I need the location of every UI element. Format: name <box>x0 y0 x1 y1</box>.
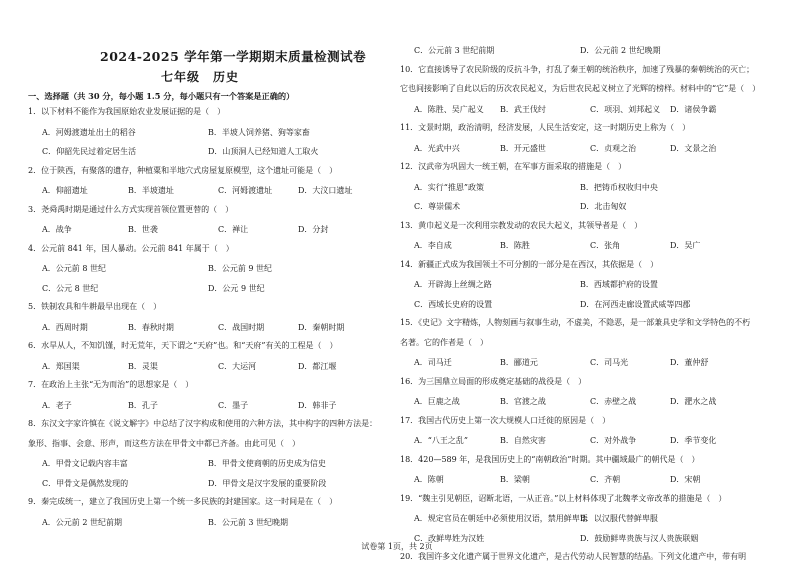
question-4-option-C[interactable]: C．公元 8 世纪 <box>42 283 99 293</box>
question-1-option-B[interactable]: B．半坡人饲养猪、狗等家畜 <box>208 127 310 137</box>
question-8-option-B[interactable]: B．甲骨文使商朝的历史成为信史 <box>208 459 326 468</box>
question-6-option-D[interactable]: D．都江堰 <box>298 361 337 371</box>
question-6-option-A[interactable]: A．郑国渠 <box>42 361 80 371</box>
question-5-option-C[interactable]: C．战国时期 <box>218 322 265 332</box>
question-6-text: 6．水旱从人，不知饥馑，时无荒年，天下谓之“天府”也。和“天府”有关的工程是（ ） <box>28 341 338 350</box>
question-5-option-A[interactable]: A．西周时期 <box>42 322 88 332</box>
question-11-option-C[interactable]: C．贞观之治 <box>590 143 637 153</box>
question-2-option-D[interactable]: D．大汶口遗址 <box>298 186 353 195</box>
question-19-option-D[interactable]: D．鼓励鲜卑贵族与汉人贵族联姻 <box>580 533 699 543</box>
question-19-option-B[interactable]: B．以汉服代替鲜卑服 <box>580 514 658 523</box>
question-2-option-C[interactable]: C．河姆渡遗址 <box>218 186 273 195</box>
question-4-option-B[interactable]: B．公元前 9 世纪 <box>208 264 273 273</box>
question-8-option-C[interactable]: C．甲骨文是偶然发现的 <box>42 478 129 488</box>
question-19-option-A[interactable]: A．规定官员在朝廷中必须使用汉语，禁用鲜卑语 <box>414 514 588 523</box>
question-3-text: 3．尧舜禹时期是通过什么方式实现首领位置更替的（ ） <box>28 204 234 214</box>
question-10-option-D[interactable]: D．诸侯争霸 <box>670 104 717 114</box>
question-16-option-B[interactable]: B．官渡之战 <box>500 397 546 406</box>
question-11-option-A[interactable]: A．光武中兴 <box>414 143 460 153</box>
question-14-option-A[interactable]: A．开辟海上丝绸之路 <box>414 280 492 289</box>
question-1-option-C[interactable]: C．仰韶先民过着定居生活 <box>42 147 137 156</box>
question-18-option-B[interactable]: B．梁朝 <box>500 475 530 484</box>
question-18-text: 18．420—589 年，是我国历史上的“南朝政治”时期。其中疆域最广的朝代是（ ） <box>400 454 700 464</box>
question-16-option-A[interactable]: A．巨鹿之战 <box>414 397 460 406</box>
question-8-option-A[interactable]: A．甲骨文记载内容丰富 <box>42 459 128 468</box>
question-13-option-B[interactable]: B．陈胜 <box>500 241 530 250</box>
page-footer: 试卷第 1页，共 2页 <box>361 542 433 551</box>
question-7-option-A[interactable]: A．老子 <box>42 400 72 410</box>
question-10-option-A[interactable]: A．陈胜、吴广起义 <box>414 104 484 114</box>
question-13-option-C[interactable]: C．张角 <box>590 241 621 250</box>
question-11-option-D[interactable]: D．文景之治 <box>670 143 717 153</box>
question-6-option-B[interactable]: B．灵渠 <box>128 361 158 371</box>
question-9b-option-A[interactable]: C．公元前 3 世纪前期 <box>414 46 495 55</box>
question-19-text: 19．“魏主引见朝臣，诏断北语，一从正音。”以上材料体现了北魏孝文帝改革的措施是（ ） <box>400 493 727 503</box>
question-10-text: 10．它直接诱导了农民阶级的反抗斗争，打乱了秦王朝的统治秩序，加速了残暴的秦朝统治的灭亡； <box>400 64 755 74</box>
question-3-option-D[interactable]: D．分封 <box>298 225 329 234</box>
question-3-option-A[interactable]: A．战争 <box>42 225 72 234</box>
question-14-text: 14．新疆正式成为我国领土不可分割的一部分是在西汉，其依据是（ ） <box>400 259 659 269</box>
question-20-text: 20．我国许多文化遗产属于世界文化遗产，是古代劳动人民智慧的结晶。下列文化遗产中，带有明 <box>400 552 747 561</box>
question-8-text: 8．东汉文字家许慎在《说文解字》中总结了汉字构成和使用的六种方法，其中构字的四种方法是： <box>28 419 378 428</box>
question-12-option-A[interactable]: A．实行“推恩”政策 <box>414 182 484 192</box>
question-17-option-C[interactable]: C．对外战争 <box>590 436 637 445</box>
question-9-option-B[interactable]: B．公元前 3 世纪晚期 <box>208 517 289 527</box>
question-14-option-B[interactable]: B．西域都护府的设置 <box>580 280 658 289</box>
question-9b-option-B[interactable]: D．公元前 2 世纪晚期 <box>580 46 661 55</box>
question-18-option-A[interactable]: A．陈朝 <box>414 475 444 484</box>
section-heading: 一、选择题（共 30 分，每小题 1.5 分，每小题只有一个答案是正确的） <box>28 91 295 101</box>
grade-label: 七年级 <box>161 70 201 84</box>
question-18-option-C[interactable]: C．齐朝 <box>590 475 621 484</box>
question-12-option-D[interactable]: D．北击匈奴 <box>580 202 627 211</box>
question-17-text: 17．我国古代历史上第一次大规模人口迁徙的原因是（ ） <box>400 415 611 425</box>
question-15-text: 15．《史记》文字精炼，人物刻画与叙事生动，不虚美，不隐恶，是一部兼具史学和文学特色的不朽 <box>400 318 751 327</box>
exam-title: 2024-2025 学年第一学期期末质量检测试卷 <box>100 49 367 64</box>
question-3-option-C[interactable]: C．禅让 <box>218 225 249 234</box>
question-5-text: 5．铁制农具和牛耕最早出现在（ ） <box>28 302 162 311</box>
question-11-option-B[interactable]: B．开元盛世 <box>500 143 546 153</box>
question-6-option-C[interactable]: C．大运河 <box>218 361 257 371</box>
question-1-option-A[interactable]: A．河姆渡遗址出土的稻谷 <box>42 127 136 137</box>
question-4-option-A[interactable]: A．公元前 8 世纪 <box>42 264 106 273</box>
grade-subject <box>161 72 239 82</box>
question-11-text: 11．文景时期，政治清明，经济发展，人民生活安定，这一时期历史上称为（ ） <box>400 123 691 132</box>
question-3-option-B[interactable]: B．世袭 <box>128 225 158 234</box>
question-4-text: 4．公元前 841 年，国人暴动。公元前 841 年属于（ ） <box>28 243 234 253</box>
question-13-option-A[interactable]: A．李自成 <box>414 241 452 250</box>
question-15-option-D[interactable]: D．董仲舒 <box>670 358 709 367</box>
question-16-option-D[interactable]: D．淝水之战 <box>670 397 717 406</box>
question-15-option-B[interactable]: B．郦道元 <box>500 358 538 367</box>
question-15-option-C[interactable]: C．司马光 <box>590 358 629 367</box>
question-18-option-D[interactable]: D．宋朝 <box>670 475 701 484</box>
question-2-option-A[interactable]: A．仰韶遗址 <box>42 186 88 195</box>
question-15-option-A[interactable]: A．司马迁 <box>414 358 452 367</box>
question-8-text-line2: 象形、指事、会意、形声，而这些方法在甲骨文中都已齐备。由此可见（ ） <box>28 438 300 448</box>
question-16-text: 16．为三国鼎立局面的形成奠定基础的战役是（ ） <box>400 376 587 386</box>
question-7-option-C[interactable]: C．墨子 <box>218 400 249 410</box>
question-10-option-C[interactable]: C．项羽、刘邦起义 <box>590 104 661 114</box>
question-5-option-D[interactable]: D．秦朝时期 <box>298 322 345 332</box>
question-4-option-D[interactable]: D．公元 9 世纪 <box>208 283 265 293</box>
question-7-text: 7．在政治上主张“无为而治”的思想家是（ ） <box>28 380 194 389</box>
question-16-option-C[interactable]: C．赤壁之战 <box>590 397 637 406</box>
question-1-option-D[interactable]: D．山顶洞人已经知道人工取火 <box>208 147 319 156</box>
subject-label: 历史 <box>213 70 240 84</box>
question-10-text-line2: 它也间接影响了自此以后的历次农民起义，为后世农民起义树立了光辉的榜样。材料中的“它”是（ ） <box>400 84 761 93</box>
question-1-text: 1．以下材料不能作为我国原始农业发展证据的是（ ） <box>28 107 226 116</box>
question-14-option-C[interactable]: C．西域长史府的设置 <box>414 299 493 309</box>
question-12-option-C[interactable]: C．尊崇儒术 <box>414 202 461 211</box>
question-9-option-A[interactable]: A．公元前 2 世纪前期 <box>42 517 122 527</box>
question-15-text-line2: 名著。它的作者是（ ） <box>400 337 488 347</box>
question-13-text: 13．黄巾起义是一次利用宗教发动的农民大起义，其领导者是（ ） <box>400 220 643 230</box>
question-17-option-D[interactable]: D．季节变化 <box>670 436 717 445</box>
question-2-option-B[interactable]: B．半坡遗址 <box>128 186 174 195</box>
question-10-option-B[interactable]: B．武王伐纣 <box>500 104 546 114</box>
question-5-option-B[interactable]: B．春秋时期 <box>128 322 174 332</box>
question-12-text: 12．汉武帝为巩固大一统王朝，在军事方面采取的措施是（ ） <box>400 162 627 171</box>
question-7-option-D[interactable]: D．韩非子 <box>298 400 337 410</box>
question-8-option-D[interactable]: D．甲骨文是汉字发展的重要阶段 <box>208 478 327 488</box>
question-7-option-B[interactable]: B．孔子 <box>128 400 158 410</box>
question-17-option-A[interactable]: A．“八王之乱” <box>414 436 468 445</box>
question-13-option-D[interactable]: D．吴广 <box>670 241 701 250</box>
question-9-text: 9．秦完成统一，建立了我国历史上第一个统一多民族的封建国家。这一时间是在（ ） <box>28 497 338 506</box>
question-12-option-B[interactable]: B．把铸币权收归中央 <box>580 182 658 192</box>
question-19-option-C[interactable]: C．改鲜卑姓为汉姓 <box>414 533 485 543</box>
question-2-text: 2．位于陕西，有聚落的遗存，种植粟和半地穴式房屋复原模型，这个遗址可能是（ ） <box>28 165 338 175</box>
question-17-option-B[interactable]: B．自然灾害 <box>500 436 546 445</box>
question-14-option-D[interactable]: D．在河西走廊设置武威等四郡 <box>580 299 691 309</box>
